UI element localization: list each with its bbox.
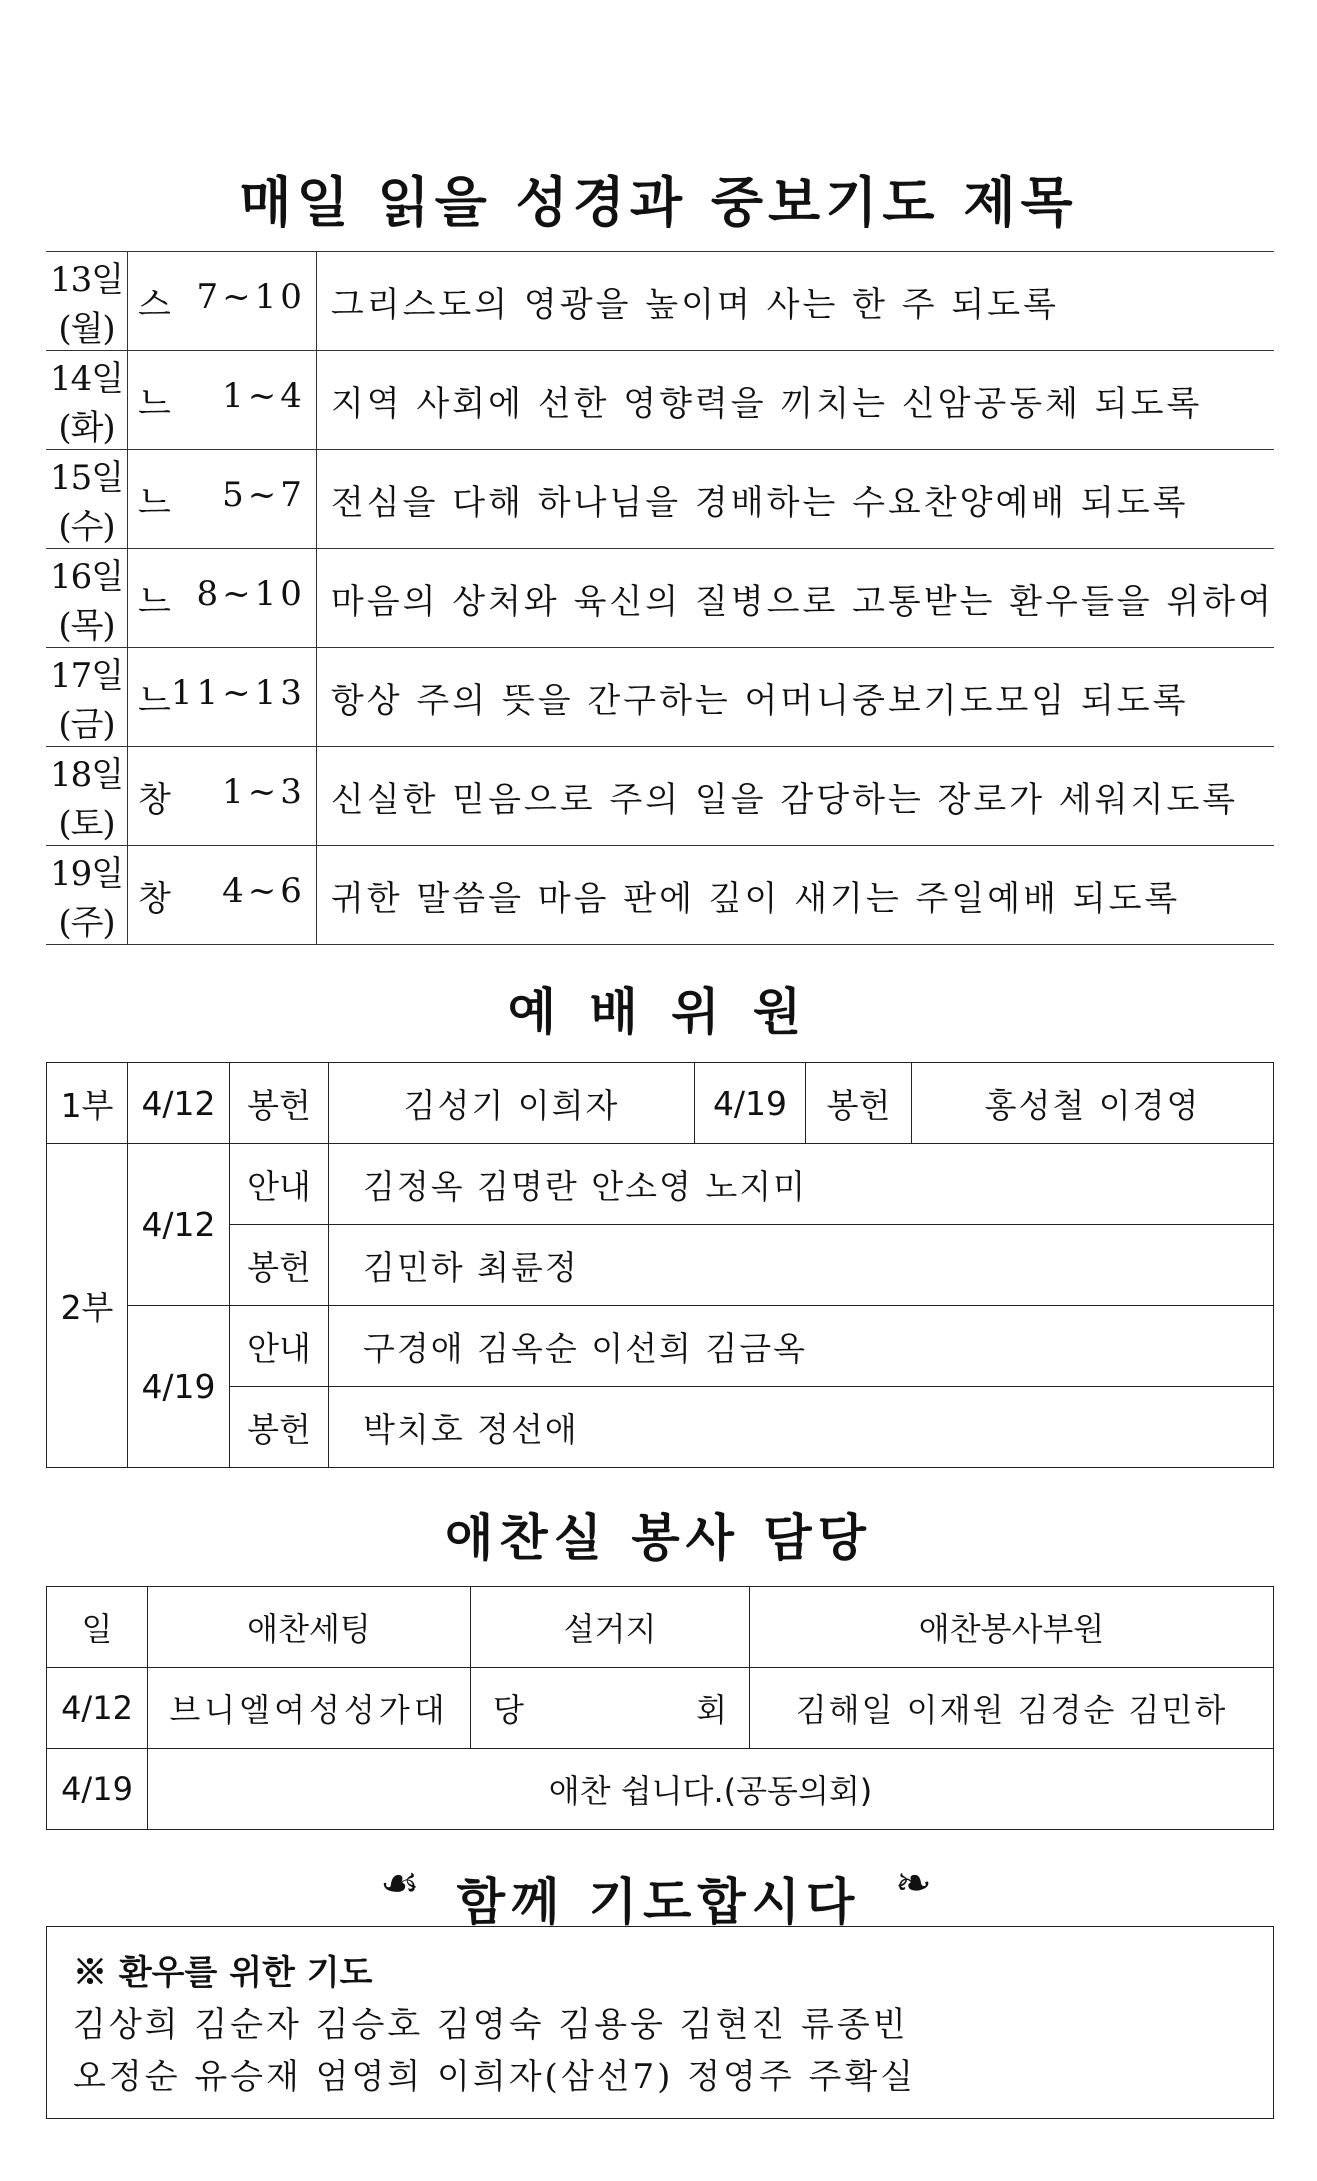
- reading-day: 18일(토): [46, 747, 128, 846]
- reading-topic: 전심을 다해 하나님을 경배하는 수요찬양예배 되도록: [316, 450, 1274, 549]
- reading-day: 13일(월): [46, 252, 128, 351]
- reading-book: 느: [138, 482, 171, 523]
- reading-topic: 항상 주의 뜻을 간구하는 어머니중보기도모임 되도록: [316, 648, 1274, 747]
- fellowship-row: [47, 1749, 1274, 1830]
- reading-passage: [128, 450, 317, 549]
- reading-verses: 8~10: [196, 573, 306, 614]
- reading-book: 창: [138, 779, 171, 820]
- row-members: 김해일 이재원 김경순 김민하: [750, 1668, 1274, 1749]
- first-service-row: [47, 1063, 1274, 1144]
- reading-topic: 신실한 믿음으로 주의 일을 감당하는 장로가 세워지도록: [316, 747, 1274, 846]
- first-role-1: 봉헌: [230, 1063, 329, 1144]
- row-note: 애찬 쉽니다.(공동의회): [148, 1749, 1274, 1830]
- reading-row: [46, 252, 1274, 351]
- second-service-row: [47, 1387, 1274, 1468]
- header-members: 애찬봉사부원: [750, 1587, 1274, 1668]
- fellowship-table: [46, 1586, 1274, 1830]
- reading-book: 스: [138, 284, 171, 325]
- first-names-2: 홍성철 이경영: [912, 1063, 1274, 1144]
- left-ornament-icon: ☙: [380, 1858, 420, 1909]
- reading-passage: [128, 648, 317, 747]
- reading-verses: 1~4: [222, 375, 306, 416]
- second-date-1: 4/12: [128, 1144, 230, 1306]
- reading-passage: [128, 747, 317, 846]
- reading-book: 느: [138, 680, 171, 721]
- header-date: 일: [47, 1587, 148, 1668]
- reading-day: 15일(수): [46, 450, 128, 549]
- prayer-names-line: 오정순 유승재 엄영희 이희자(삼선7) 정영주 주확실: [73, 2057, 917, 2097]
- header-dishes: 설거지: [471, 1587, 750, 1668]
- second-date-2: 4/19: [128, 1306, 230, 1468]
- prayer-heading: ※ 환우를 위한 기도: [73, 1953, 373, 1993]
- second-role: 안내: [230, 1144, 329, 1225]
- worship-title: 예 배 위 원: [507, 983, 810, 1041]
- reading-passage: [128, 846, 317, 945]
- second-role: 안내: [230, 1306, 329, 1387]
- readings-title: 매일 읽을 성경과 중보기도 제목: [239, 171, 1078, 234]
- fellowship-title: 애찬실 봉사 담당: [445, 1509, 872, 1567]
- reading-book: 느: [138, 581, 171, 622]
- reading-book: 느: [138, 383, 171, 424]
- reading-row: [46, 450, 1274, 549]
- dishes-part-b: 회: [696, 1691, 727, 1729]
- reading-passage: [128, 351, 317, 450]
- reading-verses: 11~13: [170, 672, 306, 713]
- reading-topic: 그리스도의 영광을 높이며 사는 한 주 되도록: [316, 252, 1274, 351]
- second-role: 봉헌: [230, 1387, 329, 1468]
- first-service-label: 1부: [47, 1063, 128, 1144]
- reading-day: 19일(주): [46, 846, 128, 945]
- reading-topic: 마음의 상처와 육신의 질병으로 고통받는 환우들을 위하여: [316, 549, 1274, 648]
- reading-row: [46, 351, 1274, 450]
- first-date-2: 4/19: [695, 1063, 806, 1144]
- right-ornament-icon: ❧: [895, 1858, 932, 1909]
- second-service-row: [47, 1144, 1274, 1225]
- row-setting: 브니엘여성성가대: [148, 1668, 471, 1749]
- reading-day: 17일(금): [46, 648, 128, 747]
- second-names: 김정옥 김명란 안소영 노지미: [329, 1144, 1274, 1225]
- reading-verses: 4~6: [222, 870, 306, 911]
- reading-row: [46, 747, 1274, 846]
- readings-table: [46, 251, 1274, 945]
- first-role-2: 봉헌: [806, 1063, 912, 1144]
- header-setting: 애찬세팅: [148, 1587, 471, 1668]
- second-names: 김민하 최륜정: [329, 1225, 1274, 1306]
- reading-topic: 귀한 말씀을 마음 판에 깊이 새기는 주일예배 되도록: [316, 846, 1274, 945]
- row-date: 4/12: [47, 1668, 148, 1749]
- second-names: 구경애 김옥순 이선희 김금옥: [329, 1306, 1274, 1387]
- reading-row: [46, 648, 1274, 747]
- reading-row: [46, 846, 1274, 945]
- second-role: 봉헌: [230, 1225, 329, 1306]
- reading-day: 14일(화): [46, 351, 128, 450]
- reading-verses: 1~3: [222, 771, 306, 812]
- row-dishes: [471, 1668, 750, 1749]
- row-date: 4/19: [47, 1749, 148, 1830]
- reading-topic: 지역 사회에 선한 영향력을 끼치는 신암공동체 되도록: [316, 351, 1274, 450]
- reading-passage: [128, 252, 317, 351]
- reading-day: 16일(목): [46, 549, 128, 648]
- fellowship-header-row: [47, 1587, 1274, 1668]
- prayer-title: 함께 기도합시다: [456, 1873, 861, 1931]
- fellowship-row: [47, 1668, 1274, 1749]
- reading-passage: [128, 549, 317, 648]
- worship-table: [46, 1062, 1274, 1468]
- reading-verses: 7~10: [196, 276, 306, 317]
- prayer-box: [46, 1926, 1274, 2119]
- first-names-1: 김성기 이희자: [329, 1063, 695, 1144]
- prayer-names-line: 김상희 김순자 김승호 김영숙 김용웅 김현진 류종빈: [73, 2005, 909, 2045]
- reading-verses: 5~7: [222, 474, 306, 515]
- dishes-part-a: 당: [493, 1691, 524, 1729]
- reading-row: [46, 549, 1274, 648]
- second-names: 박치호 정선애: [329, 1387, 1274, 1468]
- first-date-1: 4/12: [128, 1063, 230, 1144]
- second-service-row: [47, 1306, 1274, 1387]
- reading-book: 창: [138, 878, 171, 919]
- second-service-label: 2부: [47, 1144, 128, 1468]
- second-service-row: [47, 1225, 1274, 1306]
